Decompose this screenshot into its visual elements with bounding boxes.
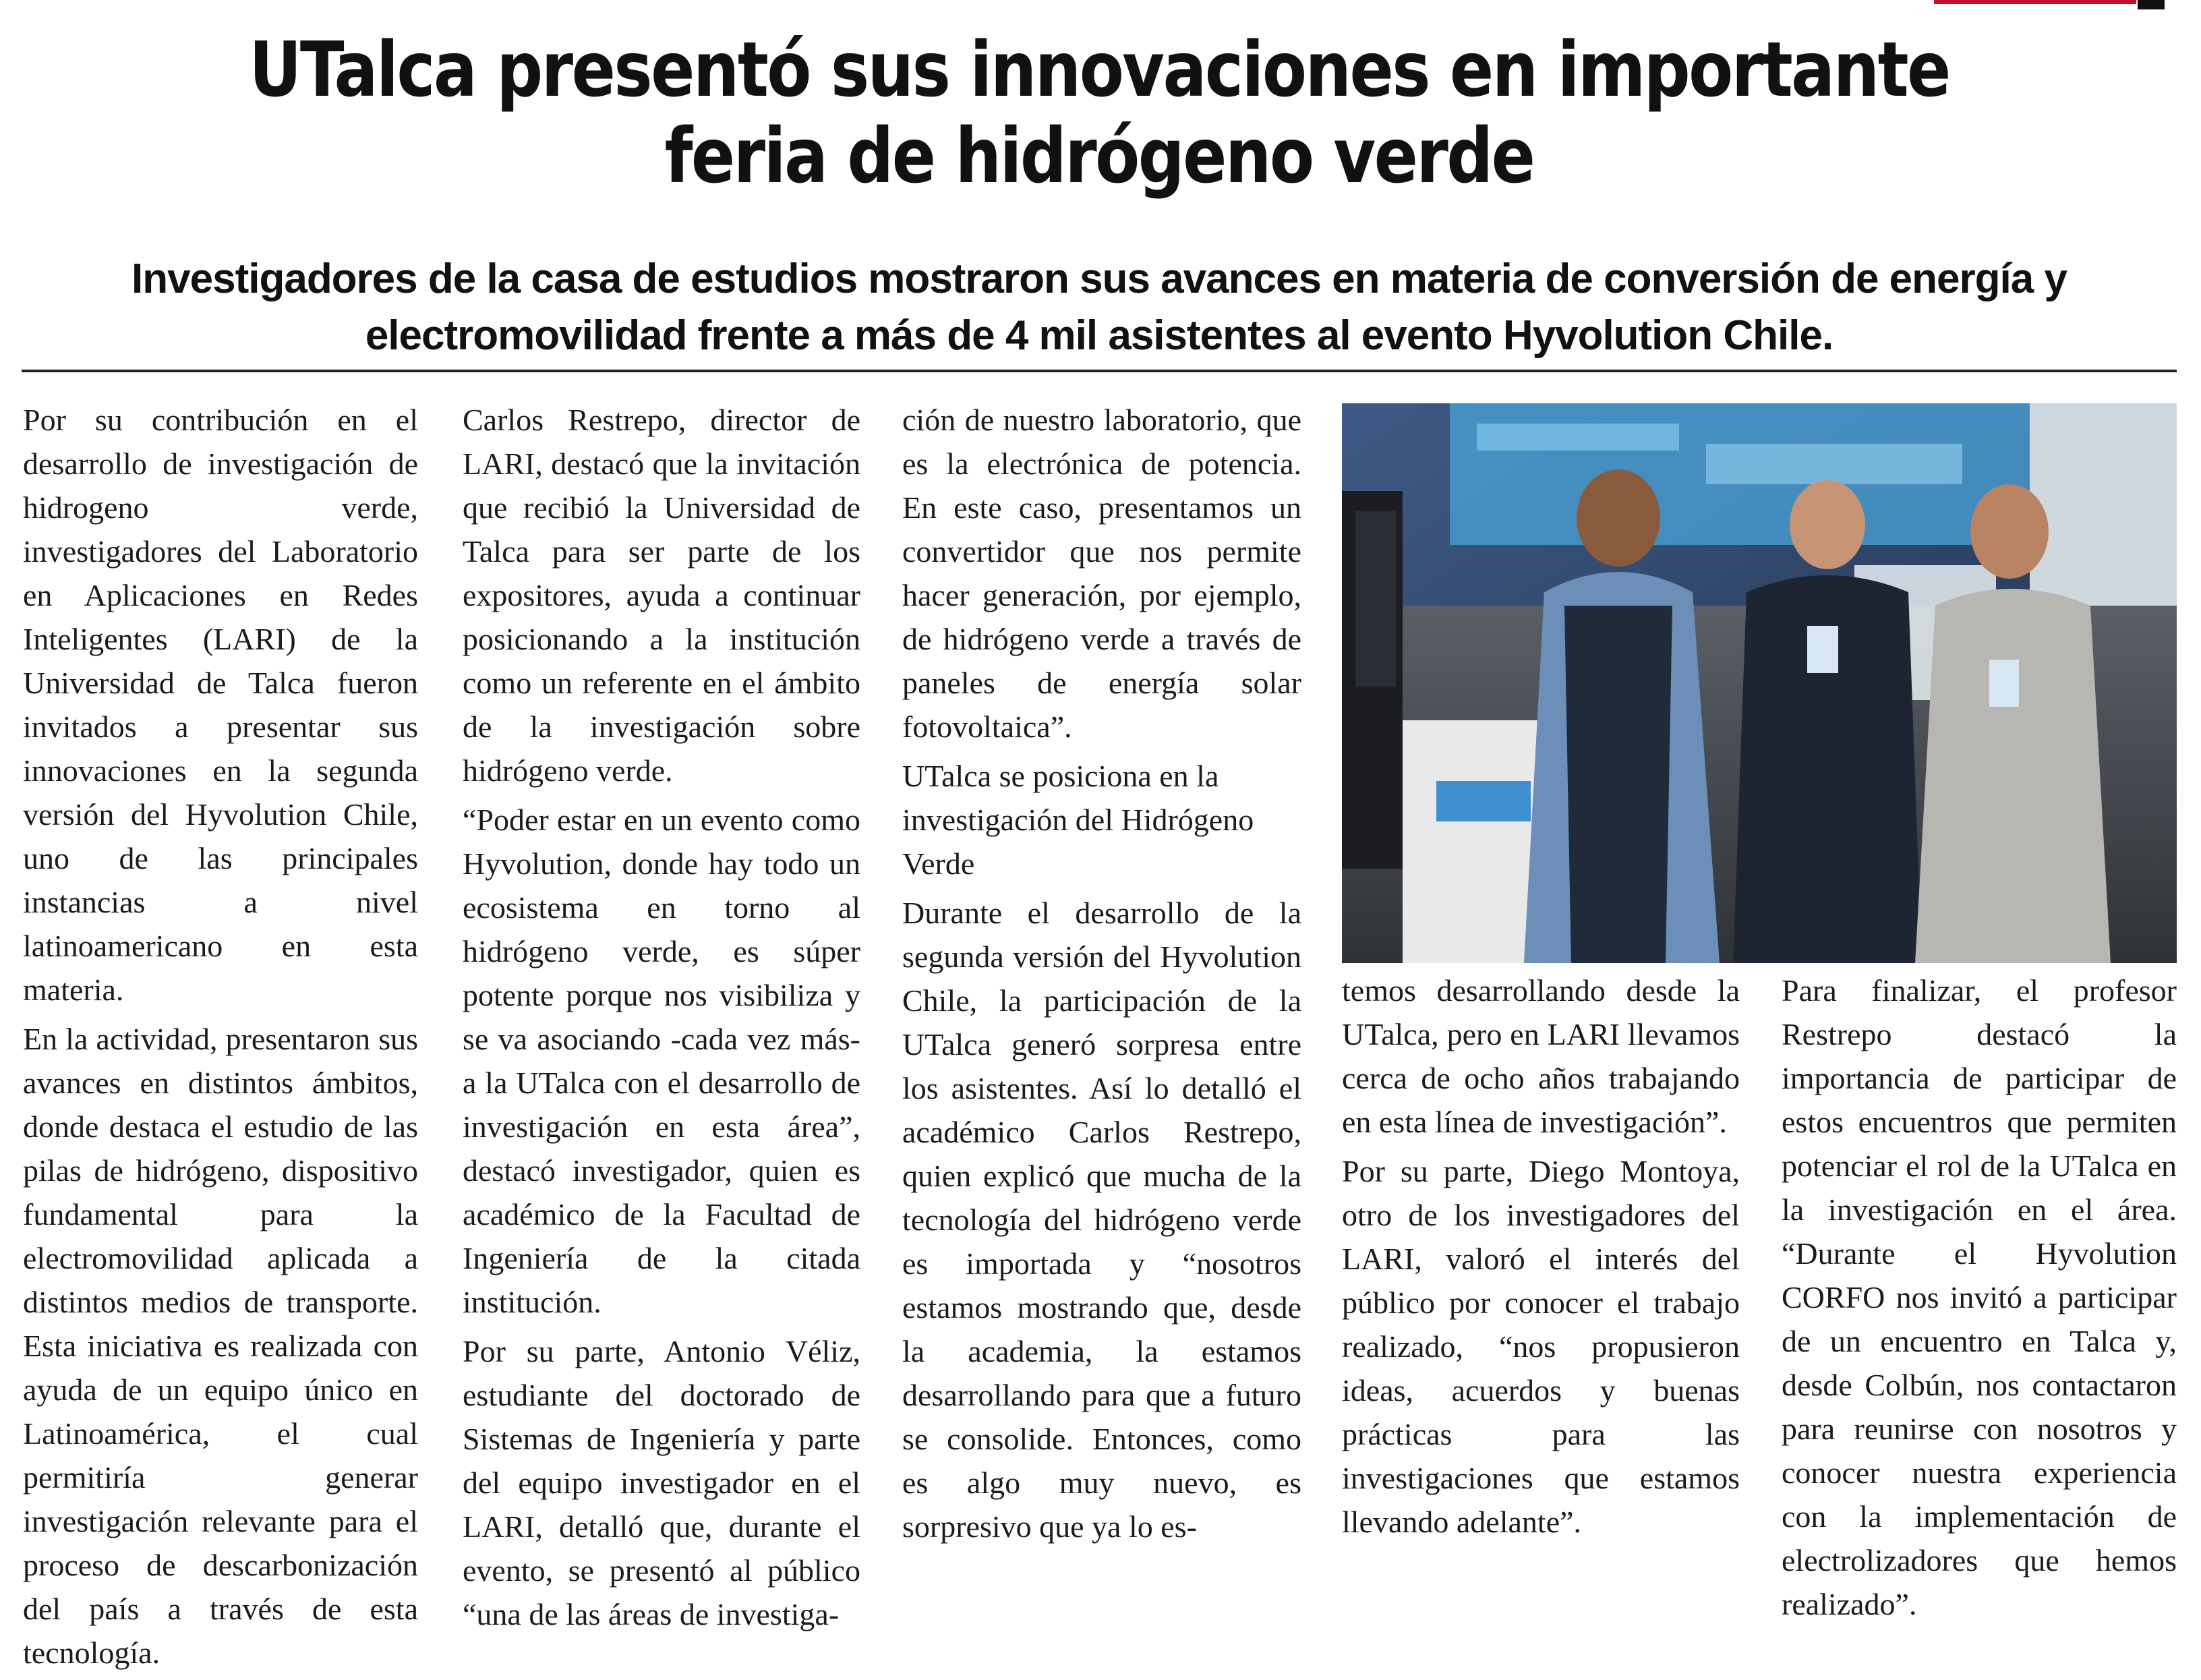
paragraph: En la actividad, presentaron sus avances en distintos ámbitos, donde destaca el estudio de las pilas de hidrógeno, dispositivo fundamental para la electromovilidad aplicada a distintos medios de transporte. Esta iniciativa es realizada con ayuda de un equipo único en Latinoamérica, el cual permitiría generar investigación relevante para el proceso de descarbonización del país a través de esta tecnología. (23, 1022, 418, 1670)
paragraph: ción de nuestro laboratorio, que es la electrónica de potencia. En este caso, presentamos un convertidor que nos permite hacer generación, por ejemplo, de hidrógeno verde a través de paneles de energía solar fotovoltaica”. (902, 403, 1301, 744)
paragraph: Por su parte, Antonio Véliz, estudiante del doctorado de Sistemas de Ingeniería y parte del equipo investigador en el LARI, detalló que, durante el evento, se presentó al público “una de las áreas de investiga- (463, 1334, 860, 1631)
article-column-5 (1782, 968, 2177, 1631)
paragraph: “Poder estar en un evento como Hyvolution, donde hay todo un ecosistema en torno al hidrógeno verde, es súper potente porque nos visibiliza y se va asociando -cada vez más- a la UTalca con el desarrollo de investigación en esta área”, destacó investigador, quien es académico de la Facultad de Ingeniería de la citada institución. (463, 803, 860, 1319)
paragraph: temos desarrollando desde la UTalca, pero en LARI llevamos cerca de ocho años trabajando en esta línea de investigación”. (1342, 973, 1740, 1139)
divider-rule (22, 370, 2177, 372)
subheadline: Investigadores de la casa de estudios mostraron sus avances en materia de conversión de energía y electromovilidad frente a más de 4 mil asistentes al evento Hyvolution Chile. (131, 256, 2067, 359)
section-heading: UTalca se posiciona en la investigación del Hidrógeno Verde (902, 759, 1254, 881)
section-marker-block (2138, 0, 2165, 9)
paragraph: Carlos Restrepo, director de LARI, destacó que la invitación que recibió la Universidad de Talca para ser parte de los expositores, ayuda a continuar posicionando a la institución como un referente en el ámbito de la investigación sobre hidrógeno verde. (463, 403, 860, 788)
paragraph: Para finalizar, el profesor Restrepo destacó la importancia de participar de estos encuentros que permiten potenciar el rol de la UTalca en la investigación en el área. “Durante el Hyvolution CORFO nos invitó a participar de un encuentro en Talca y, desde Colbún, nos contactaron para reunirse con nosotros y conocer nuestra experiencia con la implementación de electrolizadores que hemos realizado”. (1782, 973, 2177, 1621)
article-photo (1342, 403, 2177, 963)
headline: UTalca presentó sus innovaciones en importante feria de hidrógeno verde (249, 26, 1949, 200)
section-marker (1934, 0, 2136, 4)
article-column-4 (1342, 968, 1740, 1549)
paragraph: Durante el desarrollo de la segunda versión del Hyvolution Chile, la participación de la UTalca generó sorpresa entre los asistentes. Así lo detalló el académico Carlos Restrepo, quien explicó que mucha de la tecnología del hidrógeno verde es importada y “nosotros estamos mostrando que, desde la academia, la estamos desarrollando para que a futuro se consolide. Entonces, como es algo muy nuevo, es sorpresivo que ya lo es- (902, 896, 1301, 1544)
paragraph: Por su contribución en el desarrollo de investigación de hidrogeno verde, investigadores del Laboratorio en Aplicaciones en Redes Inteligentes (LARI) de la Universidad de Talca fueron invitados a presentar sus innovaciones en la segunda versión del Hyvolution Chile, uno de las principales instancias a nivel latinoamericano en esta materia. (23, 403, 418, 1007)
paragraph: Por su parte, Diego Montoya, otro de los investigadores del LARI, valoró el interés del público por conocer el trabajo realizado, “nos propusieron ideas, acuerdos y buenas prácticas para las investigaciones que estamos llevando adelante”. (1342, 1154, 1740, 1539)
photo-fair-booth (1342, 403, 2177, 963)
article-column-1 (23, 398, 418, 1680)
article-column-2 (463, 398, 860, 1642)
article-column-3 (902, 398, 1301, 1554)
